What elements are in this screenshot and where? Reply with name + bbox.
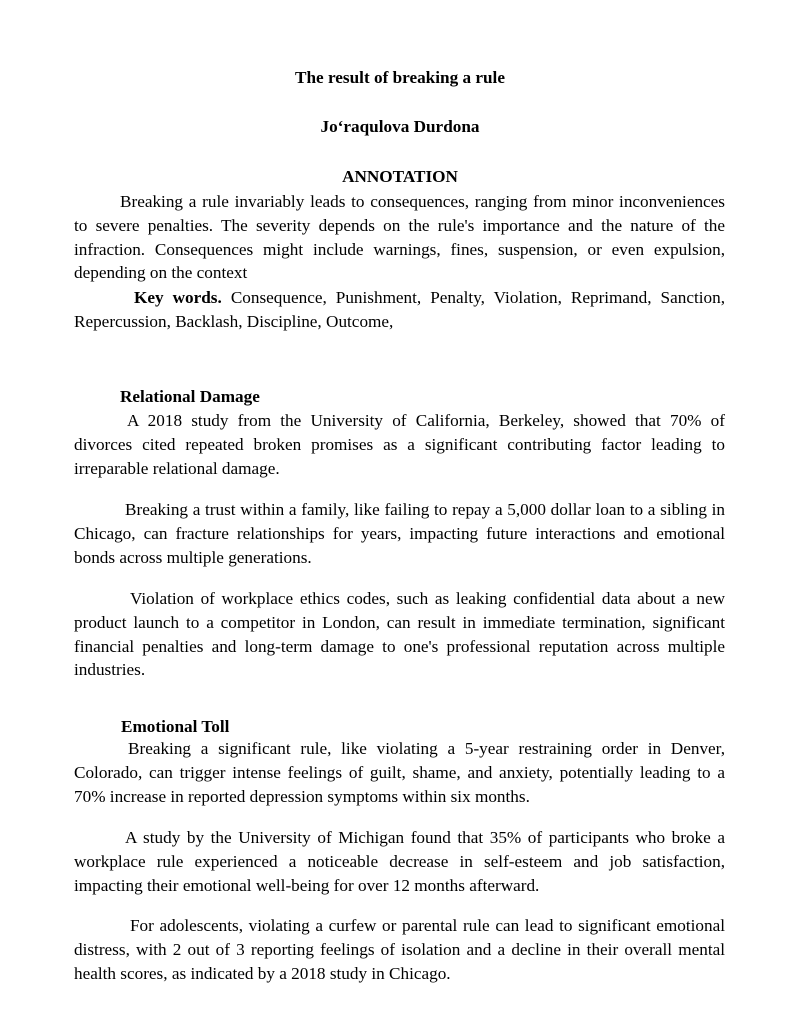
keywords-text: Consequence, Punishment, Penalty, Violation, Reprimand, Sanction, Repercussion, Backlash, Discipline, Outcome, <box>74 288 726 331</box>
annotation-paragraph: Breaking a rule invariably leads to consequences, ranging from minor inconveniences to severe penalties. The severity depends on the rule's importance and the nature of the infraction. Consequences might include warnings, fines, suspension, or even expulsion, depending on the context <box>74 192 725 283</box>
section-paragraph: A 2018 study from the University of California, Berkeley, showed that 70% of divorces cited repeated broken promises as a significant contributing factor leading to irreparable relational damage. <box>74 411 725 478</box>
keywords-paragraph <box>74 286 725 334</box>
author-name: Jo‘raqulova Durdona <box>320 117 480 136</box>
section-paragraph: A study by the University of Michigan found that 35% of participants who broke a workplace rule experienced a noticeable decrease in self-esteem and job satisfaction, impacting their emotional well-being for over 12 months afterward. <box>74 828 725 895</box>
section-paragraph: Breaking a trust within a family, like failing to repay a 5,000 dollar loan to a sibling in Chicago, can fracture relationships for years, impacting future interactions and emotional bonds across multiple generations. <box>74 500 725 567</box>
document-title: The result of breaking a rule <box>295 68 505 87</box>
keywords-label: Key words. <box>134 288 222 307</box>
section-paragraph: Violation of workplace ethics codes, such as leaking confidential data about a new product launch to a competitor in London, can result in immediate termination, significant financial penalties and long-term damage to one's professional reputation across multiple industries. <box>74 589 725 680</box>
section-heading-relational-damage: Relational Damage <box>120 387 260 406</box>
section-paragraph: Breaking a significant rule, like violating a 5-year restraining order in Denver, Colorado, can trigger intense feelings of guilt, shame, and anxiety, potentially leading to a 70% increase in reported depression symptoms within six months. <box>74 739 725 806</box>
annotation-heading: ANNOTATION <box>342 167 458 186</box>
section-paragraph: For adolescents, violating a curfew or parental rule can lead to significant emotional distress, with 2 out of 3 reporting feelings of isolation and a decline in their overall mental health scores, as indicated by a 2018 study in Chicago. <box>74 916 725 983</box>
section-heading-emotional-toll: Emotional Toll <box>121 717 230 736</box>
